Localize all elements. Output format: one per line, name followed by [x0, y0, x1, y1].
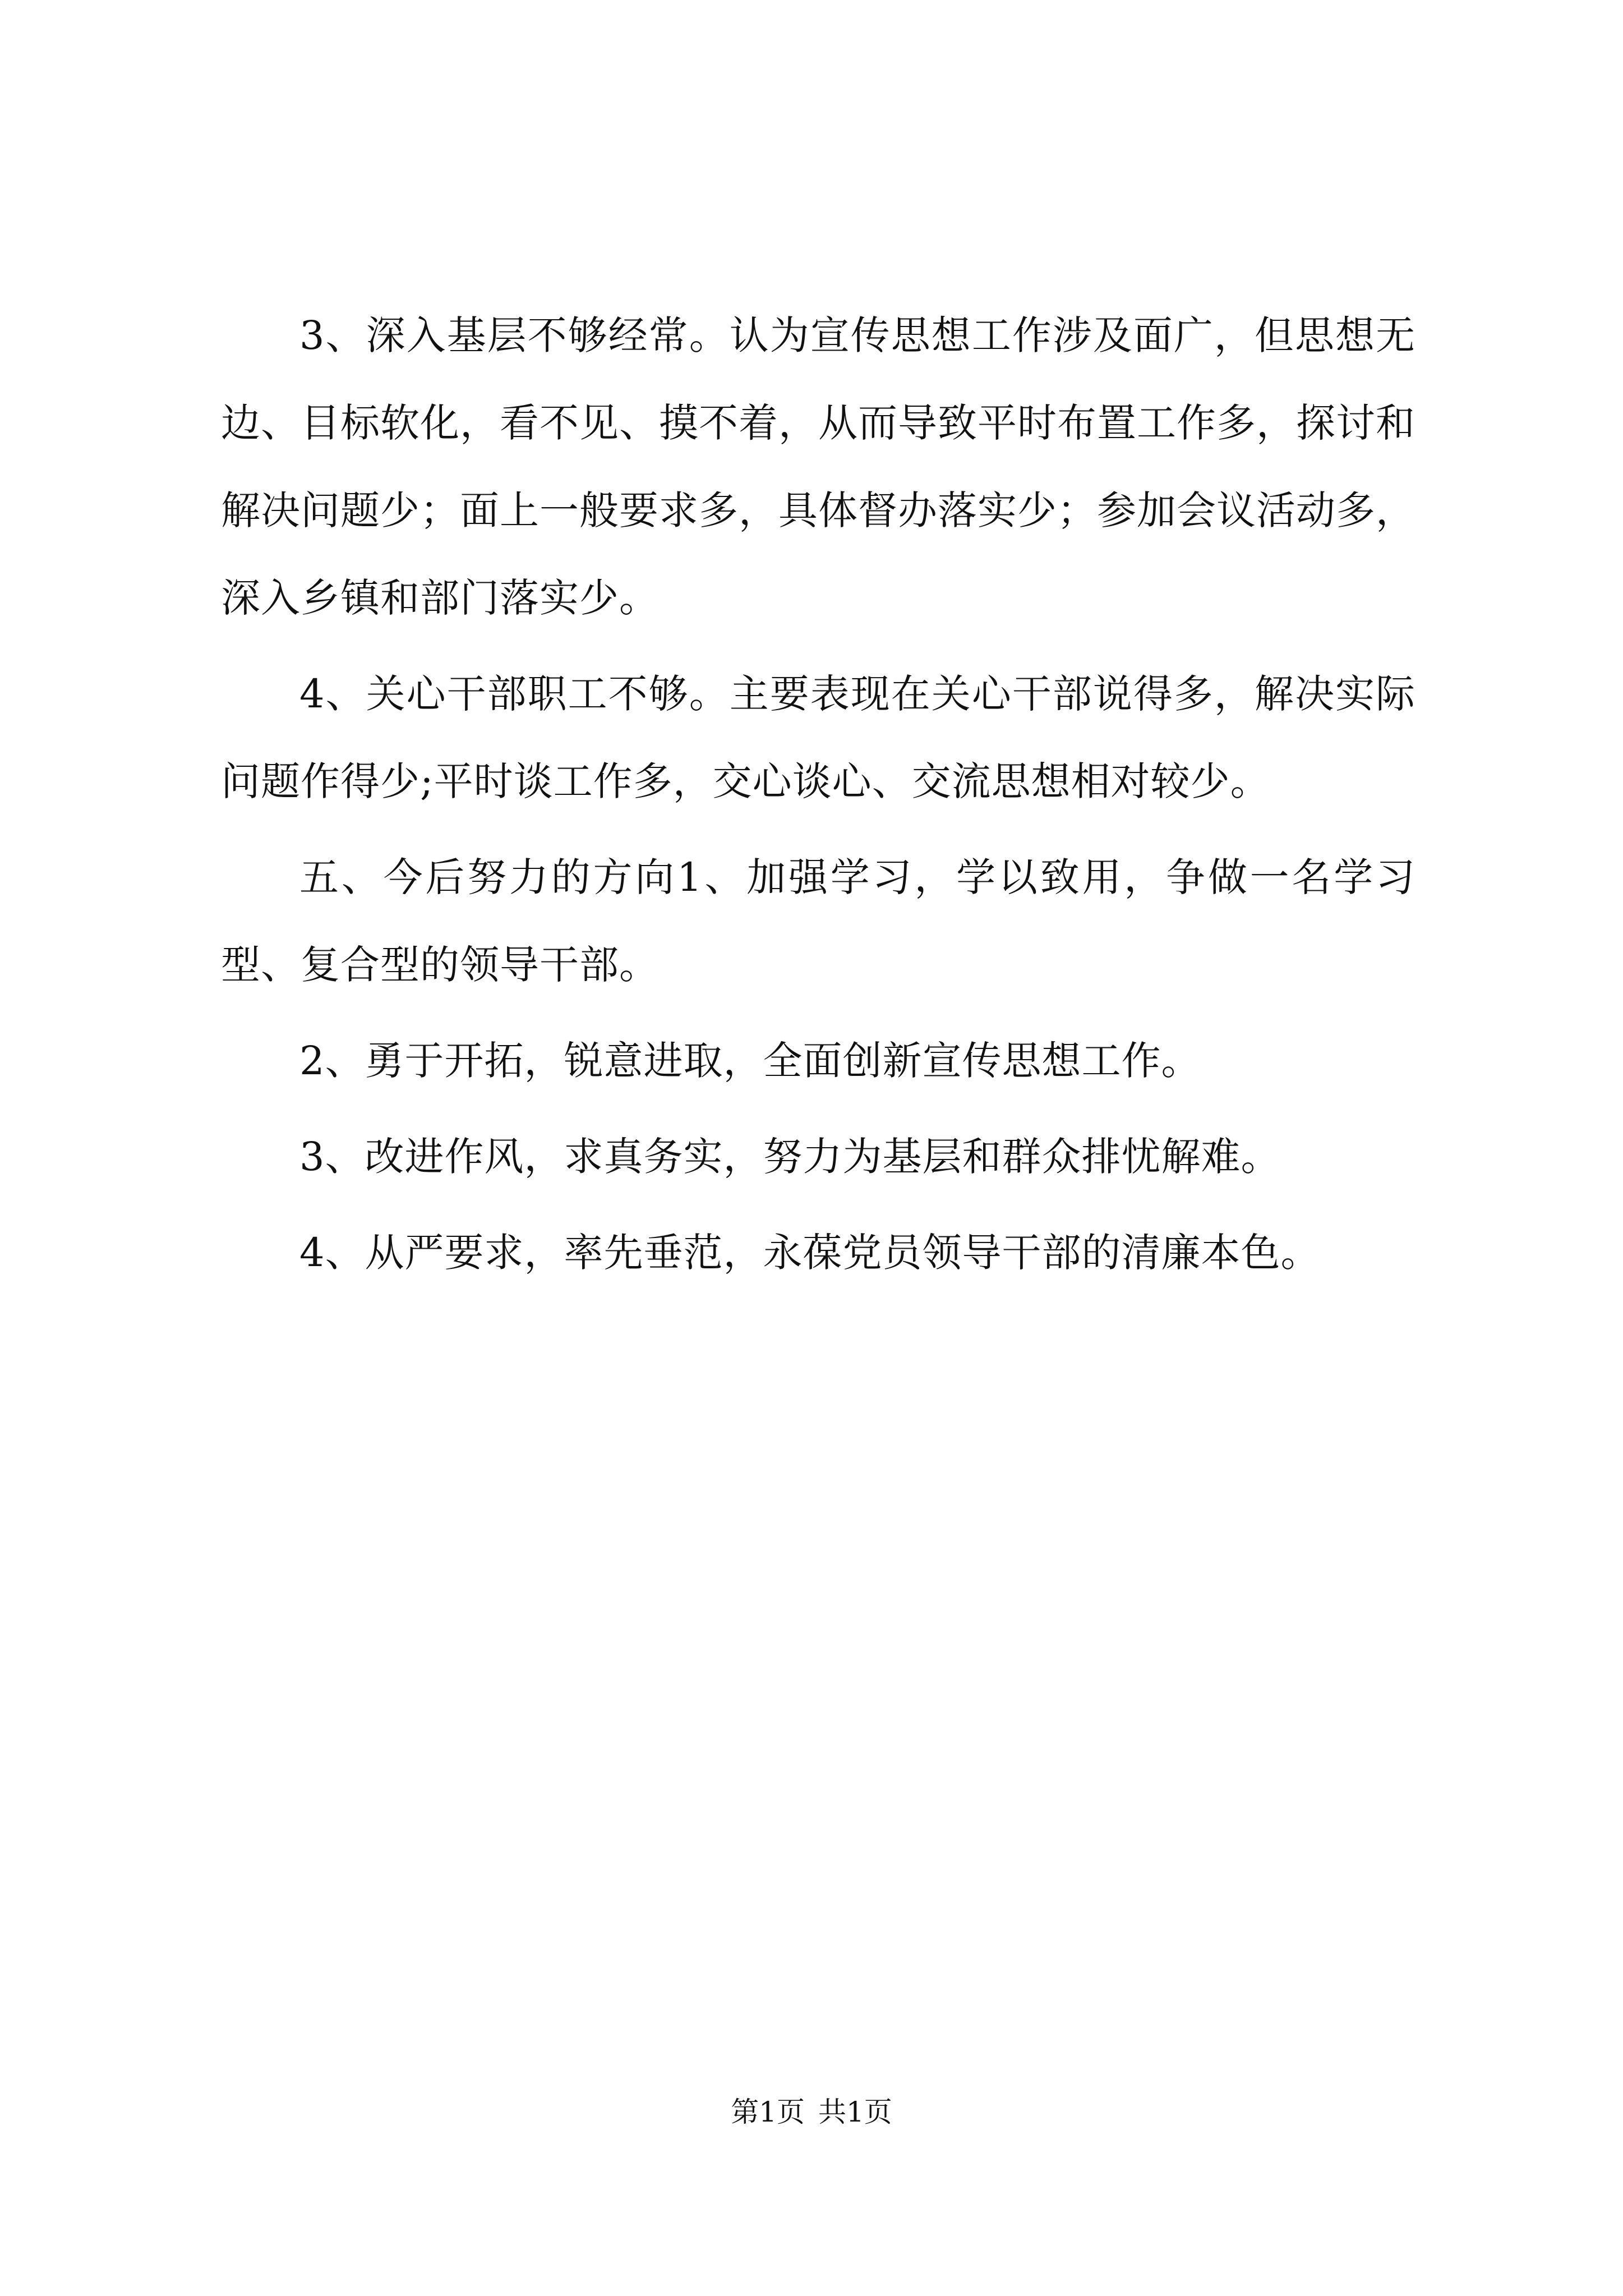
page-footer — [0, 2090, 1623, 2134]
page-total: 共1页 — [818, 2096, 892, 2128]
paragraph-1: 3、深入基层不够经常。认为宣传思想工作涉及面广，但思想无边、目标软化，看不见、摸不着，从而导致平时布置工作多，探讨和解决问题少；面上一般要求多，具体督办落实少；参加会议活动多，深入乡镇和部门落实少。 — [221, 312, 1415, 621]
page-number: 第1页 — [731, 2096, 805, 2128]
paragraph-6: 4、从严要求，率先垂范，永葆党员领导干部的清廉本色。 — [299, 1230, 1321, 1276]
paragraph-3: 五、今后努力的方向1、加强学习，学以致用，争做一名学习型、复合型的领导干部。 — [221, 854, 1415, 988]
paragraph-4: 2、勇于开拓，锐意进取，全面创新宣传思想工作。 — [299, 1038, 1201, 1084]
paragraph-2: 4、关心干部职工不够。主要表现在关心干部说得多，解决实际问题作得少;平时谈工作多，交心谈心、交流思想相对较少。 — [221, 671, 1415, 804]
paragraph-5: 3、改进作风，求真务实，努力为基层和群众排忧解难。 — [299, 1134, 1281, 1180]
document-body — [221, 292, 1415, 1305]
